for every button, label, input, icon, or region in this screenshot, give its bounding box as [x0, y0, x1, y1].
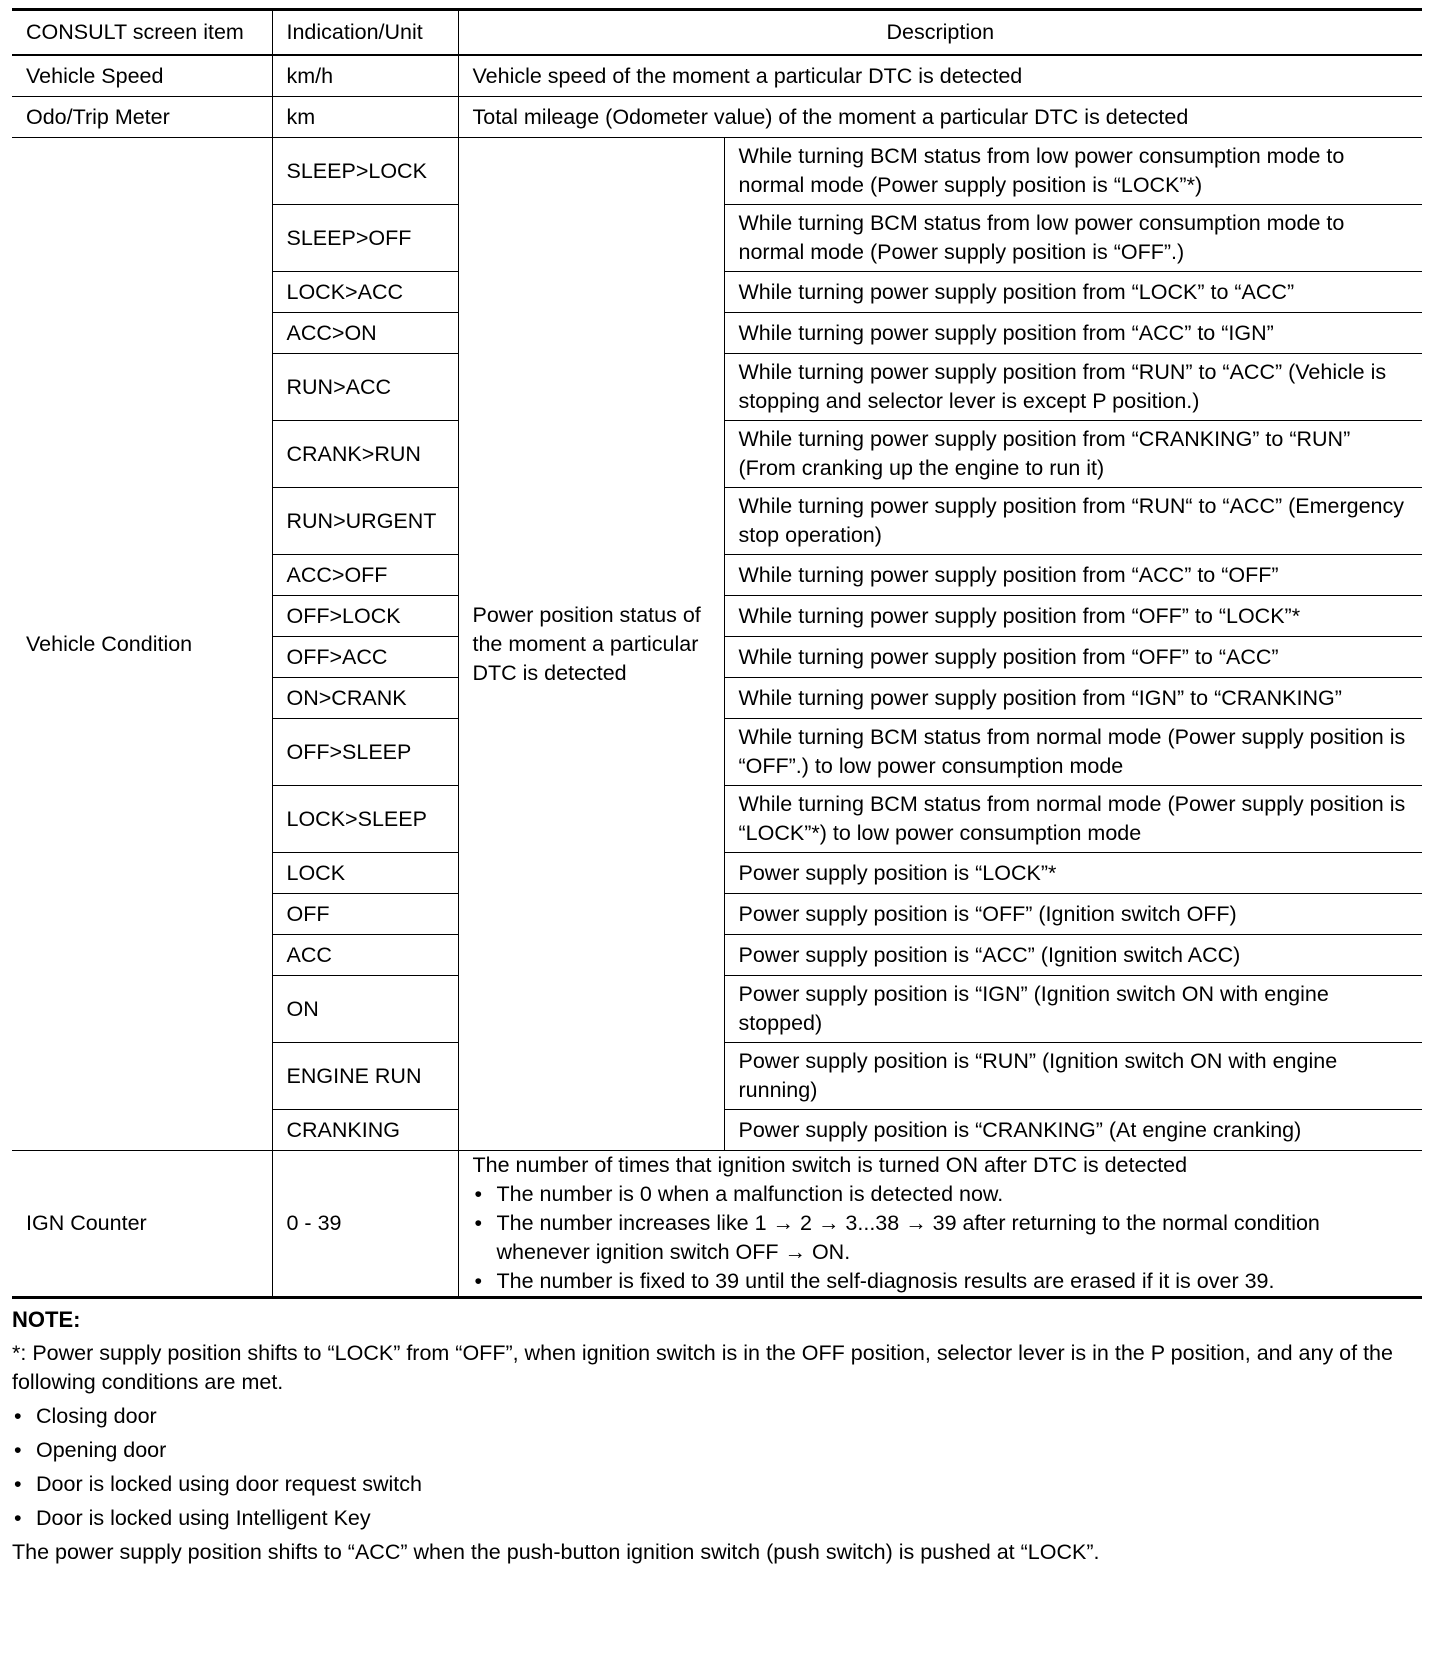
list-item-text: The number is fixed to 39 until the self-diagnosis results are erased if it is over 39. [496, 1269, 1275, 1293]
list-item [473, 1180, 1409, 1209]
ign-counter-intro: The number of times that ignition switch is turned ON after DTC is detected [472, 1153, 1188, 1177]
unit-cell: km/h [272, 55, 458, 97]
ign-counter-bullet-list [473, 1180, 1409, 1296]
bullet-icon: • [474, 1211, 483, 1235]
list-item-text: Door is locked using Intelligent Key [36, 1506, 371, 1530]
indication-cell: OFF [272, 894, 458, 935]
description-cell: Power supply position is “IGN” (Ignition switch ON with engine stopped) [724, 976, 1422, 1043]
indication-cell: ON [272, 976, 458, 1043]
item-cell: IGN Counter [12, 1151, 272, 1298]
list-item [12, 1470, 1422, 1499]
indication-cell: OFF>LOCK [272, 596, 458, 637]
indication-cell: OFF>ACC [272, 637, 458, 678]
table-row [12, 55, 1422, 97]
indication-cell: LOCK [272, 853, 458, 894]
description-cell: While turning power supply position from “OFF” to “LOCK”* [724, 596, 1422, 637]
list-item [12, 1402, 1422, 1431]
indication-cell: ENGINE RUN [272, 1043, 458, 1110]
list-item-text: Closing door [36, 1404, 157, 1428]
description-cell: While turning BCM status from normal mode (Power supply position is “OFF”.) to low power consumption mode [724, 719, 1422, 786]
header-indication-unit: Indication/Unit [272, 10, 458, 56]
description-cell: Power supply position is “CRANKING” (At engine cranking) [724, 1110, 1422, 1151]
note-text: *: Power supply position shifts to “LOCK” from “OFF”, when ignition switch is in the OFF position, selector lever is in the P position, and any of the following conditions are met. [12, 1341, 1393, 1394]
description-cell: While turning power supply position from “OFF” to “ACC” [724, 637, 1422, 678]
item-cell: Odo/Trip Meter [12, 97, 272, 138]
indication-cell: LOCK>SLEEP [272, 786, 458, 853]
item-cell: Vehicle Speed [12, 55, 272, 97]
list-item-text: The number is 0 when a malfunction is detected now. [496, 1182, 1004, 1206]
bullet-icon: • [14, 1472, 22, 1496]
indication-cell: ON>CRANK [272, 678, 458, 719]
indication-cell: SLEEP>OFF [272, 205, 458, 272]
description-cell: Total mileage (Odometer value) of the moment a particular DTC is detected [458, 97, 1422, 138]
list-item [473, 1209, 1409, 1267]
description-cell: Power supply position is “OFF” (Ignition switch OFF) [724, 894, 1422, 935]
bullet-icon: • [14, 1438, 22, 1462]
list-item [12, 1504, 1422, 1533]
consult-data-table [12, 8, 1422, 1299]
description-cell: While turning power supply position from “CRANKING” to “RUN” (From cranking up the engine to run it) [724, 421, 1422, 488]
bullet-icon: • [474, 1269, 483, 1293]
list-item-text: The number increases like 1 → 2 → 3...38 → 39 after returning to the normal condition whenever ignition switch OFF → ON. [496, 1211, 1320, 1264]
document-page [12, 8, 1422, 1572]
note-bullet-list [12, 1402, 1422, 1533]
description-cell: Power supply position is “LOCK”* [724, 853, 1422, 894]
list-item-text: Door is locked using door request switch [36, 1472, 422, 1496]
group-description-cell: Power position status of the moment a particular DTC is detected [458, 138, 724, 1151]
indication-cell: RUN>ACC [272, 354, 458, 421]
indication-cell: ACC [272, 935, 458, 976]
list-item [473, 1267, 1409, 1296]
table-row [12, 138, 1422, 205]
table-row-ign-counter [12, 1151, 1422, 1298]
indication-cell: ACC>ON [272, 313, 458, 354]
description-cell: While turning BCM status from low power consumption mode to normal mode (Power supply position is “OFF”.) [724, 205, 1422, 272]
indication-cell: OFF>SLEEP [272, 719, 458, 786]
ign-counter-description [458, 1151, 1422, 1298]
table-row [12, 97, 1422, 138]
bullet-icon: • [14, 1404, 22, 1428]
description-cell: While turning power supply position from “RUN” to “ACC” (Vehicle is stopping and selector lever is except P position.) [724, 354, 1422, 421]
table-header-row [12, 10, 1422, 56]
unit-cell: km [272, 97, 458, 138]
notes-section [12, 1305, 1422, 1567]
indication-cell: RUN>URGENT [272, 488, 458, 555]
bullet-icon: • [14, 1506, 22, 1530]
description-cell: Power supply position is “RUN” (Ignition switch ON with engine running) [724, 1043, 1422, 1110]
description-cell: While turning power supply position from “RUN“ to “ACC” (Emergency stop operation) [724, 488, 1422, 555]
bullet-icon: • [474, 1182, 483, 1206]
description-cell: While turning power supply position from “IGN” to “CRANKING” [724, 678, 1422, 719]
description-cell: Vehicle speed of the moment a particular DTC is detected [458, 55, 1422, 97]
description-cell: While turning power supply position from “ACC” to “IGN” [724, 313, 1422, 354]
note-title: NOTE: [12, 1307, 81, 1332]
indication-cell: CRANKING [272, 1110, 458, 1151]
description-cell: While turning BCM status from normal mode (Power supply position is “LOCK”*) to low power consumption mode [724, 786, 1422, 853]
indication-cell: CRANK>RUN [272, 421, 458, 488]
description-cell: While turning power supply position from “LOCK” to “ACC” [724, 272, 1422, 313]
indication-cell: SLEEP>LOCK [272, 138, 458, 205]
description-cell: Power supply position is “ACC” (Ignition switch ACC) [724, 935, 1422, 976]
item-cell-vehicle-condition: Vehicle Condition [12, 138, 272, 1151]
list-item [12, 1436, 1422, 1465]
list-item-text: Opening door [36, 1438, 167, 1462]
description-cell: While turning power supply position from “ACC” to “OFF” [724, 555, 1422, 596]
unit-cell: 0 - 39 [272, 1151, 458, 1298]
indication-cell: ACC>OFF [272, 555, 458, 596]
indication-cell: LOCK>ACC [272, 272, 458, 313]
header-description: Description [458, 10, 1422, 56]
description-cell: While turning BCM status from low power consumption mode to normal mode (Power supply position is “LOCK”*) [724, 138, 1422, 205]
header-consult-screen-item: CONSULT screen item [12, 10, 272, 56]
note-footer: The power supply position shifts to “ACC” when the push-button ignition switch (push switch) is pushed at “LOCK”. [12, 1540, 1100, 1564]
